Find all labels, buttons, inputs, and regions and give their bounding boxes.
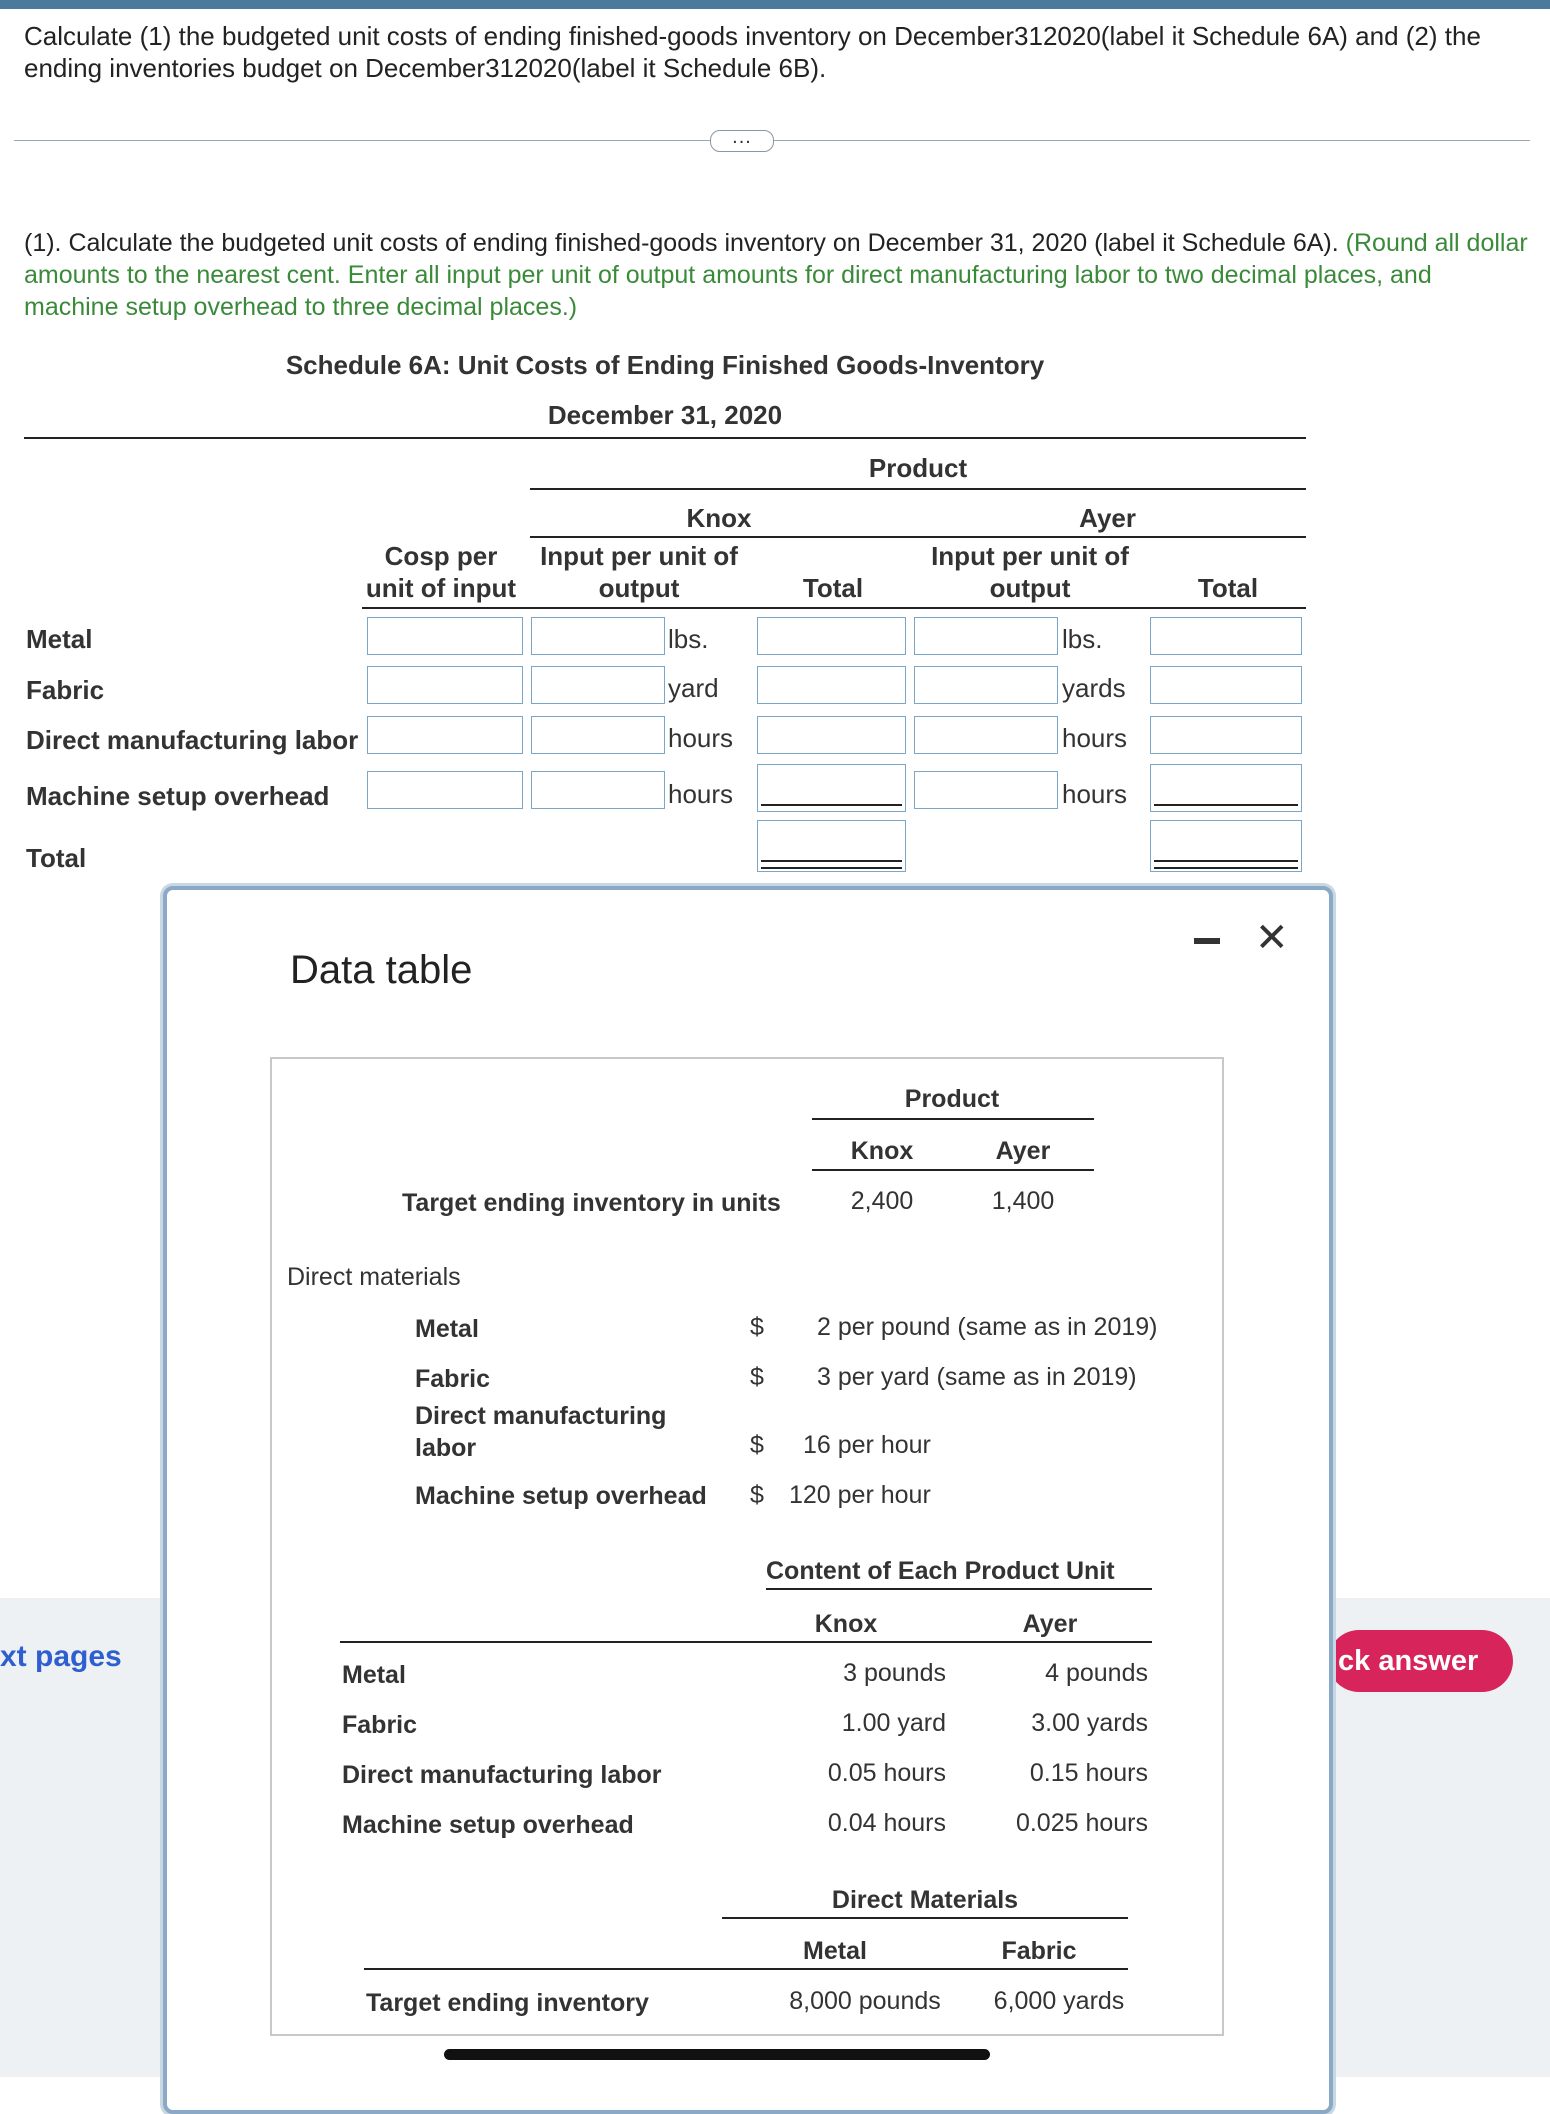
cost-col-header [362, 540, 520, 604]
dt-cost-mso-dollar: $ [750, 1481, 764, 1509]
metal-cost-input[interactable] [367, 617, 523, 655]
expand-more-button[interactable]: ... [710, 130, 774, 152]
row-label-metal: Metal [26, 624, 93, 654]
dml-cost-input[interactable] [367, 716, 523, 754]
part1-note: (Round all dollar amounts to the nearest cent. Enter all input per unit of output amounts for direct manufacturing labor to two decimal places, and machine setup overhead to three decimal places.) [24, 229, 1528, 321]
ayer-input-col-header [910, 540, 1150, 604]
knox-header: Knox [686, 503, 752, 533]
ayer-fabric-input[interactable] [914, 666, 1058, 704]
knox-mso-unit: hours [668, 779, 734, 809]
part1-text: (1). Calculate the budgeted unit costs of ending finished-goods inventory on December 31, 2020 (label it Schedule 6A). [24, 229, 1339, 257]
dt-content-fabric-ayer: 3.00 yards [1031, 1709, 1148, 1737]
dt-cost-fabric-dollar: $ [750, 1363, 764, 1391]
ayer-metal-unit: lbs. [1062, 624, 1103, 654]
ayer-dml-input[interactable] [914, 716, 1058, 754]
dt-content-dml-knox: 0.05 hours [827, 1759, 946, 1787]
product-rule [530, 488, 1306, 490]
dt-cost-metal-dollar: $ [750, 1313, 764, 1341]
knox-input-line1: Input per unit of [540, 541, 738, 571]
check-answer-button[interactable]: ck answer [1328, 1630, 1513, 1692]
ayer-header-text: Ayer [1079, 503, 1136, 533]
ayer-grand-total-input[interactable] [1150, 820, 1302, 872]
dt-content-metal-knox: 3 pounds [843, 1659, 946, 1687]
subheader-rule [530, 536, 1306, 538]
dt-dm-rule [722, 1917, 1128, 1919]
dt-cost-dml-dollar: $ [750, 1431, 764, 1459]
dt-dm-metal-value: 8,000 pounds [789, 1987, 941, 2015]
ayer-dml-total-input[interactable] [1150, 716, 1302, 754]
knox-mso-total-input[interactable] [757, 764, 906, 812]
dt-knox-header: Knox [850, 1137, 914, 1165]
dt-dm-fabric: Fabric [1001, 1937, 1077, 1965]
knox-input-col-header [530, 540, 748, 604]
dt-content-rule [766, 1588, 1152, 1590]
dt-product-rule [812, 1118, 1094, 1120]
ayer-mso-input[interactable] [914, 771, 1058, 809]
dt-ayer-header: Ayer [995, 1137, 1051, 1165]
dt-cost-fabric-label: Fabric [415, 1365, 491, 1393]
dt-content-metal-ayer: 4 pounds [1045, 1659, 1148, 1687]
dt-content-mso-ayer: 0.025 hours [1015, 1809, 1148, 1837]
question-text: Calculate (1) the budgeted unit costs of ending finished-goods inventory on December312020(label it Schedule 6A) and (2) the ending inventories budget on December312020(label it Schedule 6B). [24, 21, 1481, 83]
table-top-rule [24, 437, 1306, 439]
home-indicator [444, 2049, 990, 2060]
modal-title: Data table [290, 948, 473, 992]
product-header: Product [868, 453, 968, 483]
knox-dml-total-input[interactable] [757, 716, 906, 754]
row-label-fabric: Fabric [26, 675, 105, 705]
dt-cost-fabric-value: 3 per yard (same as in 2019) [817, 1363, 1137, 1391]
row-label-mso: Machine setup overhead [26, 781, 330, 811]
part1-instruction [24, 227, 1529, 323]
ayer-mso-unit: hours [1062, 779, 1128, 809]
knox-total-col-header: Total [802, 573, 864, 603]
dt-cost-dml-value: 16 per hour [803, 1431, 931, 1459]
header-bottom-rule [362, 607, 1306, 609]
row-label-dml: Direct manufacturing labor [26, 725, 359, 755]
knox-dml-unit: hours [668, 723, 734, 753]
dt-dm-metal: Metal [803, 1937, 867, 1965]
ayer-fabric-total-input[interactable] [1150, 666, 1302, 704]
knox-metal-unit: lbs. [668, 624, 709, 654]
knox-mso-input[interactable] [531, 771, 665, 809]
ayer-metal-total-input[interactable] [1150, 617, 1302, 655]
dt-cost-dml-line1: Direct manufacturing [415, 1402, 667, 1430]
dt-cost-metal-value: 2 per pound (same as in 2019) [817, 1313, 1158, 1341]
close-icon[interactable]: ✕ [1255, 916, 1289, 960]
knox-metal-input[interactable] [531, 617, 665, 655]
minimize-icon[interactable] [1194, 938, 1220, 944]
ayer-metal-input[interactable] [914, 617, 1058, 655]
ayer-input-line1: Input per unit of [931, 541, 1129, 571]
dt-dm-header: Direct Materials [831, 1886, 1019, 1914]
dt-content-mso-label: Machine setup overhead [342, 1811, 634, 1839]
mso-cost-input[interactable] [367, 771, 523, 809]
dt-dm-subrule [364, 1968, 1128, 1970]
dt-direct-materials-label: Direct materials [287, 1263, 461, 1291]
dt-content-metal-label: Metal [342, 1661, 406, 1689]
ayer-header [930, 502, 1306, 534]
dt-dm-target-label: Target ending inventory [366, 1989, 649, 2017]
dt-dm-fabric-value: 6,000 yards [993, 1987, 1125, 2015]
schedule-title: Schedule 6A: Unit Costs of Ending Finished Goods-Inventory [285, 350, 1045, 380]
knox-fabric-total-input[interactable] [757, 666, 906, 704]
dt-content-dml-ayer: 0.15 hours [1029, 1759, 1148, 1787]
knox-dml-input[interactable] [531, 716, 665, 754]
dt-product-header: Product [904, 1085, 1000, 1113]
dt-subheader-rule [812, 1169, 1094, 1171]
dt-cost-mso-label: Machine setup overhead [415, 1482, 707, 1510]
cost-col-line2: unit of input [365, 573, 517, 603]
fabric-cost-input[interactable] [367, 666, 523, 704]
dt-content-fabric-label: Fabric [342, 1711, 418, 1739]
knox-fabric-input[interactable] [531, 666, 665, 704]
knox-fabric-unit: yard [668, 673, 719, 703]
dt-content-header: Content of Each Product Unit [766, 1557, 1115, 1585]
dt-cost-metal-label: Metal [415, 1315, 479, 1343]
knox-metal-total-input[interactable] [757, 617, 906, 655]
dt-content-ayer: Ayer [1022, 1610, 1078, 1638]
ayer-dml-unit: hours [1062, 723, 1128, 753]
next-pages-link[interactable]: xt pages [0, 1640, 122, 1673]
dt-cost-mso-value: 120 per hour [789, 1481, 931, 1509]
dt-content-dml-label: Direct manufacturing labor [342, 1761, 662, 1789]
knox-input-line2: output [598, 573, 680, 603]
dt-target-label: Target ending inventory in units [402, 1189, 781, 1217]
dt-content-knox: Knox [814, 1610, 878, 1638]
ayer-fabric-unit: yards [1062, 673, 1126, 703]
dt-target-ayer: 1,400 [991, 1187, 1055, 1215]
dt-content-subrule [340, 1641, 1152, 1643]
dt-cost-dml-line2: labor [415, 1434, 477, 1462]
schedule-date: December 31, 2020 [547, 400, 783, 430]
dt-content-mso-knox: 0.04 hours [827, 1809, 946, 1837]
knox-grand-total-input[interactable] [757, 820, 906, 872]
cost-col-line1: Cosp per [384, 541, 498, 571]
ayer-total-col-header: Total [1197, 573, 1259, 603]
dt-cost-dml-label [415, 1400, 666, 1464]
dt-content-fabric-knox: 1.00 yard [841, 1709, 946, 1737]
top-accent-bar [0, 0, 1550, 9]
row-label-total: Total [26, 843, 87, 873]
ayer-input-line2: output [989, 573, 1071, 603]
dt-target-knox: 2,400 [850, 1187, 914, 1215]
ayer-mso-total-input[interactable] [1150, 764, 1302, 812]
